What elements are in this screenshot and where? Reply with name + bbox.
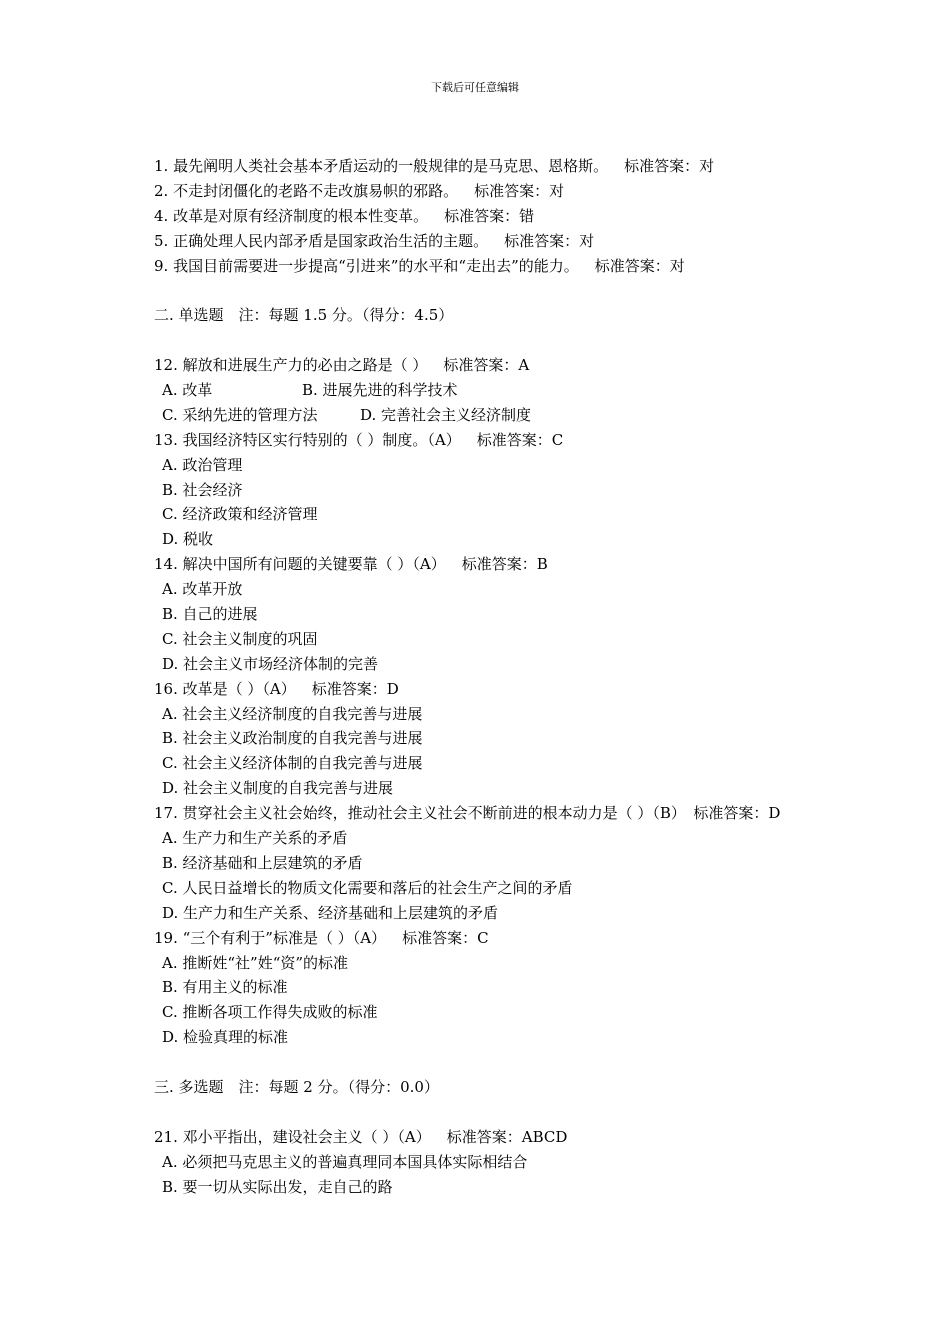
document-body <box>154 154 814 1199</box>
question-13: 13. 我国经济特区实行特别的（ ）制度。（A） 标准答案：C <box>154 430 564 449</box>
option: C. 社会主义制度的巩固 <box>162 629 318 648</box>
option: B. 要一切从实际出发，走自己的路 <box>162 1177 393 1196</box>
option: D. 生产力和生产关系、经济基础和上层建筑的矛盾 <box>162 903 499 922</box>
option-row: A. 改革 B. 进展先进的科学技术 <box>162 381 458 400</box>
option: C. 人民日益增长的物质文化需要和落后的社会生产之间的矛盾 <box>162 878 573 897</box>
option: B. 自己的进展 <box>162 605 258 624</box>
option: A. 社会主义经济制度的自我完善与进展 <box>162 704 423 723</box>
question-16: 16. 改革是（ ）（A） 标准答案：D <box>154 679 399 698</box>
option: D. 社会主义制度的自我完善与进展 <box>162 779 394 798</box>
option: A. 推断姓“社”姓“资”的标准 <box>162 953 349 972</box>
section-heading-single-choice: 二. 单选题 注：每题 1.5 分。（得分：4.5） <box>154 306 454 325</box>
question-17: 17. 贯穿社会主义社会始终，推动社会主义社会不断前进的根本动力是（ ）（B） 标准答案：D <box>154 804 781 823</box>
option: D. 社会主义市场经济体制的完善 <box>162 654 379 673</box>
option-row: C. 采纳先进的管理方法 D. 完善社会主义经济制度 <box>162 405 532 424</box>
option: A. 生产力和生产关系的矛盾 <box>162 829 348 848</box>
option: A. 必须把马克思主义的普遍真理同本国具体实际相结合 <box>162 1152 528 1171</box>
judgment-item: 5. 正确处理人民内部矛盾是国家政治生活的主题。 标准答案：对 <box>154 231 595 250</box>
judgment-item: 2. 不走封闭僵化的老路不走改旗易帜的邪路。 标准答案：对 <box>154 181 565 200</box>
option: B. 有用主义的标准 <box>162 978 288 997</box>
question-14: 14. 解决中国所有问题的关键要靠（ ）（A） 标准答案：B <box>154 555 548 574</box>
option: B. 经济基础和上层建筑的矛盾 <box>162 853 363 872</box>
header-note: 下载后可任意编辑 <box>431 81 519 94</box>
question-12: 12. 解放和进展生产力的必由之路是（ ） 标准答案：A <box>154 356 530 375</box>
option: C. 社会主义经济体制的自我完善与进展 <box>162 754 423 773</box>
option: A. 政治管理 <box>162 455 243 474</box>
option: C. 经济政策和经济管理 <box>162 505 318 524</box>
option: B. 社会主义政治制度的自我完善与进展 <box>162 729 423 748</box>
option: C. 推断各项工作得失成败的标准 <box>162 1003 378 1022</box>
question-19: 19. “三个有利于”标准是（ ）（A） 标准答案：C <box>154 928 489 947</box>
judgment-item: 9. 我国目前需要进一步提高“引进来”的水平和“走出去”的能力。 标准答案：对 <box>154 256 685 275</box>
option: D. 税收 <box>162 530 214 549</box>
judgment-item: 4. 改革是对原有经济制度的根本性变革。 标准答案：错 <box>154 206 535 225</box>
judgment-item: 1. 最先阐明人类社会基本矛盾运动的一般规律的是马克思、恩格斯。 标准答案：对 <box>154 157 715 175</box>
option: B. 社会经济 <box>162 480 243 499</box>
option: D. 检验真理的标准 <box>162 1028 289 1047</box>
question-21: 21. 邓小平指出，建设社会主义（ ）（A） 标准答案：ABCD <box>154 1127 568 1146</box>
option: A. 改革开放 <box>162 580 243 599</box>
section-heading-multiple-choice: 三. 多选题 注：每题 2 分。（得分：0.0） <box>154 1077 439 1096</box>
